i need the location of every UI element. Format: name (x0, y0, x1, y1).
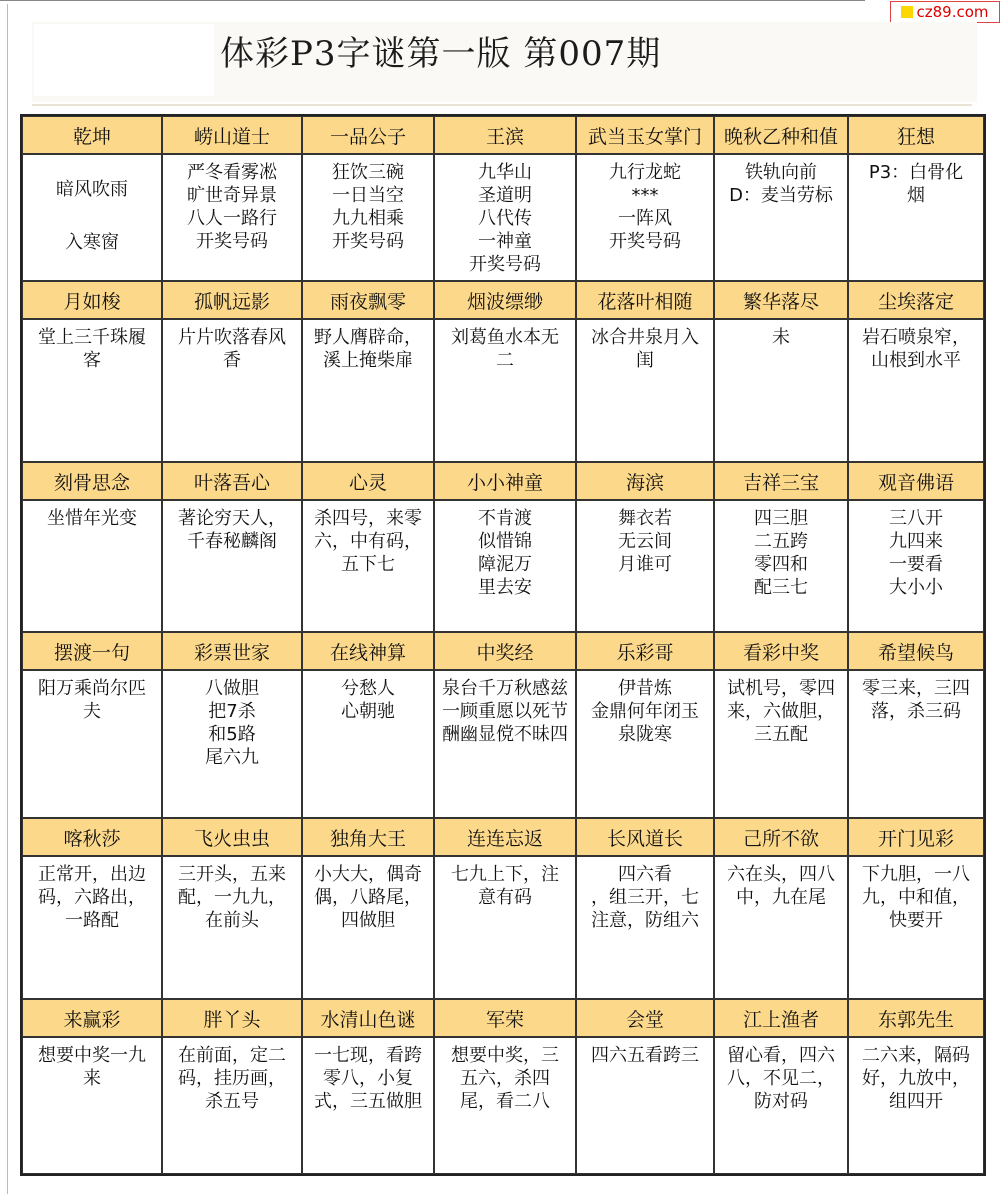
riddle-cell (714, 500, 848, 632)
column-header: 己所不欲 (714, 818, 848, 856)
riddle-line: 千春秘麟阁 (187, 531, 277, 552)
riddle-line: 一顾重愿以死节 (442, 701, 568, 722)
riddle-line: 岩石喷泉窄， (862, 327, 970, 348)
riddle-line: 一日当空 (332, 185, 404, 206)
riddle-line: *** (631, 185, 659, 206)
riddle-line (26, 205, 158, 228)
riddle-line: 和5路 (208, 724, 256, 745)
riddle-line: 野人膺辟命， (314, 327, 422, 348)
riddle-line: 二六来，隔码 (862, 1045, 970, 1066)
riddle-line: 未 (772, 327, 790, 348)
riddle-line: 小大大，偶奇 (314, 864, 422, 885)
riddle-cell (714, 670, 848, 818)
column-header: 会堂 (576, 999, 714, 1037)
riddle-line: 尾，看二八 (460, 1091, 550, 1112)
column-header: 喀秋莎 (22, 818, 162, 856)
riddle-cell (22, 154, 162, 281)
riddle-line: 五六，杀四 (460, 1068, 550, 1089)
riddle-line: 想要中奖，三 (451, 1045, 559, 1066)
riddle-line: 杀四号，来零 (314, 508, 422, 529)
riddle-line: 夫 (83, 701, 101, 722)
column-header: 观音佛语 (848, 462, 984, 500)
riddle-line: 狂饮三碗 (332, 162, 404, 183)
riddle-line: 阳万乘尚尔匹 (38, 678, 146, 699)
riddle-line: 开奖号码 (332, 231, 404, 252)
riddle-line: 二 (496, 350, 514, 371)
riddle-line: 八人一路行 (187, 208, 277, 229)
riddle-line: 防对码 (754, 1091, 808, 1112)
column-header: 刻骨思念 (22, 462, 162, 500)
riddle-cell (576, 154, 714, 281)
column-header: 来赢彩 (22, 999, 162, 1037)
riddle-cell (848, 1037, 984, 1174)
riddle-cell (162, 1037, 302, 1174)
riddle-line: 八，不见二， (727, 1068, 835, 1089)
riddle-line: 一七现，看跨 (314, 1045, 422, 1066)
riddle-line: 三五配 (754, 724, 808, 745)
column-header: 晚秋乙种和值 (714, 116, 848, 154)
riddle-line: 想要中奖一九 (38, 1045, 146, 1066)
riddle-line: 试机号，零四 (727, 678, 835, 699)
column-header: 孤帆远影 (162, 281, 302, 319)
column-header: 摆渡一句 (22, 632, 162, 670)
riddle-line: 组四开 (889, 1091, 943, 1112)
column-header: 海滨 (576, 462, 714, 500)
riddle-cell (162, 319, 302, 462)
site-watermark[interactable] (890, 1, 1000, 23)
riddle-line: 正常开，出边 (38, 864, 146, 885)
riddle-line: 好，九放中， (862, 1068, 970, 1089)
riddle-cell (434, 500, 576, 632)
riddle-line: 六在头，四八 (727, 864, 835, 885)
riddle-line: 三八开 (889, 508, 943, 529)
riddle-line: 三开头，五来 (178, 864, 286, 885)
riddle-cell (22, 319, 162, 462)
riddle-line: 六，中有码， (314, 531, 422, 552)
riddle-line: 下九胆，一八 (862, 864, 970, 885)
column-header: 繁华落尽 (714, 281, 848, 319)
riddle-cell (162, 856, 302, 999)
riddle-cell (302, 670, 434, 818)
column-header: 看彩中奖 (714, 632, 848, 670)
riddle-cell (714, 856, 848, 999)
riddle-line: 码，六路出， (38, 887, 146, 908)
column-header: 水清山色谜 (302, 999, 434, 1037)
riddle-cell (302, 1037, 434, 1174)
riddle-cell (22, 500, 162, 632)
riddle-line: 泉台千万秋感兹 (442, 678, 568, 699)
riddle-line: 八代传 (478, 208, 532, 229)
riddle-cell (162, 154, 302, 281)
riddle-line: 式，三五做胆 (314, 1091, 422, 1112)
column-header: 武当玉女掌门 (576, 116, 714, 154)
column-header: 开门见彩 (848, 818, 984, 856)
riddle-line: 客 (83, 350, 101, 371)
riddle-line: 九四来 (889, 531, 943, 552)
riddle-cell (434, 670, 576, 818)
column-header: 雨夜飘零 (302, 281, 434, 319)
riddle-line: 旷世奇异景 (187, 185, 277, 206)
column-header: 一品公子 (302, 116, 434, 154)
riddle-line: 开奖号码 (196, 231, 268, 252)
riddle-cell (434, 154, 576, 281)
top-rule (0, 0, 865, 1)
riddle-line: 注意，防组六 (591, 910, 699, 931)
riddle-line: 七九上下，注 (451, 864, 559, 885)
riddle-cell (576, 500, 714, 632)
riddle-line: 月谁可 (618, 554, 672, 575)
riddle-line: 伊昔炼 (618, 678, 672, 699)
riddle-line: 不肯渡 (478, 508, 532, 529)
riddle-line: 九九相乘 (332, 208, 404, 229)
riddle-line: 冰合井泉月入 (591, 327, 699, 348)
riddle-line: 四六五看跨三 (591, 1045, 699, 1066)
riddle-cell (576, 319, 714, 462)
column-header: 小小神童 (434, 462, 576, 500)
riddle-line: 暗风吹雨 (56, 179, 128, 200)
puzzle-grid (20, 114, 986, 1176)
riddle-line: 片片吹落春风 (178, 327, 286, 348)
riddle-line: 圣道明 (478, 185, 532, 206)
column-header: 彩票世家 (162, 632, 302, 670)
column-header: 江上渔者 (714, 999, 848, 1037)
riddle-cell (302, 500, 434, 632)
riddle-line: 九行龙蛇 (609, 162, 681, 183)
riddle-line: 严冬看雾凇 (187, 162, 277, 183)
riddle-line: 无云间 (618, 531, 672, 552)
column-header: 东郭先生 (848, 999, 984, 1037)
riddle-line: 九，中和值， (862, 887, 970, 908)
riddle-line: 一阵风 (618, 208, 672, 229)
column-header: 飞火虫虫 (162, 818, 302, 856)
column-header: 中奖经 (434, 632, 576, 670)
riddle-line: 来，六做胆， (727, 701, 835, 722)
riddle-line: 零三来，三四 (862, 678, 970, 699)
column-header: 胖丫头 (162, 999, 302, 1037)
riddle-line: 酬幽显傥不昧四 (442, 724, 568, 745)
riddle-line: 著论穷天人， (178, 508, 286, 529)
riddle-cell (576, 1037, 714, 1174)
riddle-line: 在前面，定二 (178, 1045, 286, 1066)
riddle-line: 开奖号码 (469, 254, 541, 275)
riddle-line: 心朝驰 (341, 701, 395, 722)
column-header: 军荣 (434, 999, 576, 1037)
column-header: 尘埃落定 (848, 281, 984, 319)
riddle-line: 入寒窗 (65, 232, 119, 253)
riddle-line: 零八，小复 (323, 1068, 413, 1089)
riddle-line: 五下七 (341, 554, 395, 575)
column-header: 乾坤 (22, 116, 162, 154)
riddle-line: 烟 (907, 185, 925, 206)
riddle-line: 意有码 (478, 887, 532, 908)
riddle-line: 二五跨 (754, 531, 808, 552)
riddle-cell (848, 154, 984, 281)
riddle-line: 里去安 (478, 577, 532, 598)
riddle-cell (434, 1037, 576, 1174)
riddle-line: P3：白骨化 (868, 162, 964, 183)
column-header: 心灵 (302, 462, 434, 500)
riddle-cell (576, 670, 714, 818)
column-header: 连连忘返 (434, 818, 576, 856)
riddle-line: 一路配 (65, 910, 119, 931)
riddle-line: 快要开 (889, 910, 943, 931)
riddle-line: 配三七 (754, 577, 808, 598)
blank-panel (34, 24, 214, 96)
riddle-line: ，组三开，七 (591, 887, 699, 908)
riddle-cell (848, 319, 984, 462)
riddle-line: 九华山 (478, 162, 532, 183)
riddle-line: 金鼎何年闭玉 (591, 701, 699, 722)
column-header: 崂山道士 (162, 116, 302, 154)
riddle-line: 闺 (636, 350, 654, 371)
riddle-cell (434, 856, 576, 999)
riddle-cell (302, 319, 434, 462)
riddle-line: 开奖号码 (609, 231, 681, 252)
riddle-line: 铁轨向前 (745, 162, 817, 183)
riddle-line: 一神童 (478, 231, 532, 252)
riddle-line: 山根到水平 (871, 350, 961, 371)
riddle-cell (22, 670, 162, 818)
riddle-cell (434, 319, 576, 462)
riddle-cell (162, 670, 302, 818)
column-header: 花落叶相随 (576, 281, 714, 319)
riddle-line: 四六看 (618, 864, 672, 885)
riddle-line: 把7杀 (208, 701, 256, 722)
riddle-cell (22, 856, 162, 999)
riddle-line: 香 (223, 350, 241, 371)
column-header: 月如梭 (22, 281, 162, 319)
riddle-cell (22, 1037, 162, 1174)
riddle-line: 泉陇寒 (618, 724, 672, 745)
riddle-line: 似惜锦 (478, 531, 532, 552)
column-header: 王滨 (434, 116, 576, 154)
riddle-line: 尾六九 (205, 747, 259, 768)
riddle-line: 码，挂历画， (178, 1068, 286, 1089)
riddle-cell (302, 154, 434, 281)
watermark-text: cz89.com (916, 3, 989, 21)
column-header: 吉祥三宝 (714, 462, 848, 500)
riddle-line: 四三胆 (754, 508, 808, 529)
riddle-cell (848, 856, 984, 999)
column-header: 希望候鸟 (848, 632, 984, 670)
riddle-line: 刘葛鱼水本无 (451, 327, 559, 348)
riddle-line: 配，一九九， (178, 887, 286, 908)
riddle-line: D：麦当劳标 (729, 185, 833, 206)
riddle-line: 舞衣若 (618, 508, 672, 529)
page-title: 体彩P3字谜第一版 第007期 (220, 34, 662, 74)
riddle-cell (714, 154, 848, 281)
riddle-cell (576, 856, 714, 999)
riddle-line: 八做胆 (205, 678, 259, 699)
column-header: 独角大王 (302, 818, 434, 856)
riddle-cell (848, 670, 984, 818)
riddle-line: 溪上掩柴扉 (323, 350, 413, 371)
riddle-cell (302, 856, 434, 999)
riddle-line: 四做胆 (341, 910, 395, 931)
riddle-cell (848, 500, 984, 632)
column-header: 烟波缥缈 (434, 281, 576, 319)
column-header: 在线神算 (302, 632, 434, 670)
riddle-line: 在前头 (205, 910, 259, 931)
riddle-line: 偶，八路尾， (314, 887, 422, 908)
riddle-line: 坐惜年光变 (47, 508, 137, 529)
riddle-line: 堂上三千珠履 (38, 327, 146, 348)
column-header: 叶落吾心 (162, 462, 302, 500)
riddle-line: 兮愁人 (341, 678, 395, 699)
riddle-line: 落，杀三码 (871, 701, 961, 722)
column-header: 狂想 (848, 116, 984, 154)
title-divider (32, 104, 972, 106)
riddle-line: 大小小 (889, 577, 943, 598)
riddle-line: 一要看 (889, 554, 943, 575)
riddle-line: 来 (83, 1068, 101, 1089)
riddle-cell (714, 1037, 848, 1174)
riddle-line: 杀五号 (205, 1091, 259, 1112)
column-header: 长风道长 (576, 818, 714, 856)
riddle-cell (714, 319, 848, 462)
riddle-cell (162, 500, 302, 632)
riddle-line: 零四和 (754, 554, 808, 575)
riddle-line: 中，九在尾 (736, 887, 826, 908)
riddle-line: 障泥万 (478, 554, 532, 575)
column-header: 乐彩哥 (576, 632, 714, 670)
logo-square-icon (901, 6, 913, 18)
riddle-line: 留心看，四六 (727, 1045, 835, 1066)
